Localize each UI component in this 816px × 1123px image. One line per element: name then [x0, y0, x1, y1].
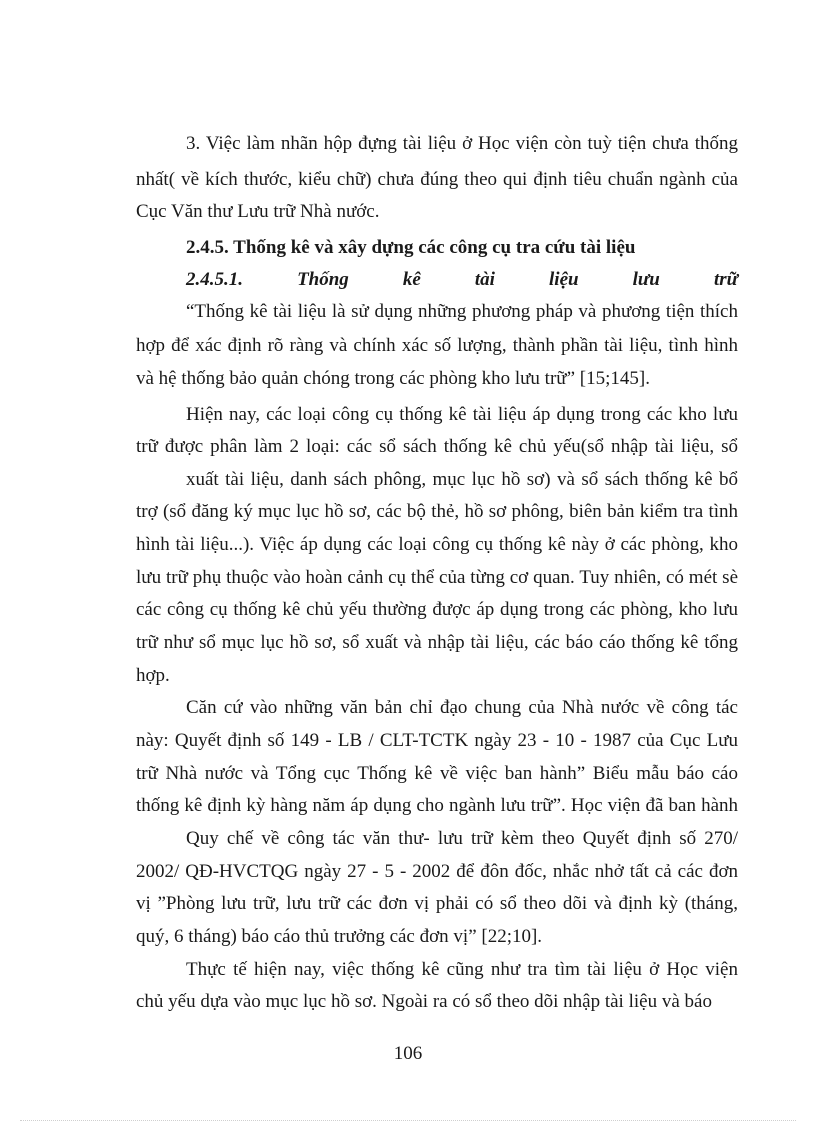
page-bottom-border: [20, 1120, 796, 1121]
paragraph-line: hình tài liệu...). Việc áp dụng các loại công cụ thống kê này ở các phòng, kho: [136, 534, 738, 555]
paragraph-line: trợ (sổ đăng ký mục lục hồ sơ, các bộ thẻ, hồ sơ phông, biên bản kiểm tra tình: [136, 501, 738, 522]
paragraph-line: và hệ thống bảo quản chóng trong các phòng kho lưu trữ” [15;145].: [136, 368, 650, 389]
paragraph-line: Cục Văn thư Lưu trữ Nhà nước.: [136, 201, 380, 222]
paragraph-line: này: Quyết định số 149 - LB / CLT-TCTK ngày 23 - 10 - 1987 của Cục Lưu: [136, 730, 738, 751]
paragraph-line: thống kê định kỳ hàng năm áp dụng cho ngành lưu trữ”. Học viện đã ban hành: [136, 795, 738, 816]
paragraph-line: 3. Việc làm nhãn hộp đựng tài liệu ở Học viện còn tuỳ tiện chưa thống: [186, 133, 738, 154]
paragraph-line: hợp.: [136, 665, 170, 686]
paragraph-line: 2002/ QĐ-HVCTQG ngày 27 - 5 - 2002 để đôn đốc, nhắc nhở tất cả các đơn: [136, 861, 738, 882]
paragraph-line: “Thống kê tài liệu là sử dụng những phương pháp và phương tiện thích: [186, 301, 738, 322]
paragraph-line: vị ”Phòng lưu trữ, lưu trữ các đơn vị phải có sổ theo dõi và định kỳ (tháng,: [136, 893, 738, 914]
paragraph-line: các công cụ thống kê chủ yếu thường được áp dụng trong các phòng, kho lưu: [136, 599, 738, 620]
paragraph-line: trữ được phân làm 2 loại: các sổ sách thống kê chủ yếu(sổ nhập tài liệu, sổ: [136, 436, 738, 457]
paragraph-line: nhất( về kích thước, kiểu chữ) chưa đúng theo qui định tiêu chuẩn ngành của: [136, 169, 738, 190]
paragraph-line: Thực tế hiện nay, việc thống kê cũng như tra tìm tài liệu ở Học viện: [186, 959, 738, 980]
paragraph-line: Quy chế về công tác văn thư- lưu trữ kèm theo Quyết định số 270/: [186, 828, 738, 849]
page-number: 106: [393, 1043, 423, 1064]
paragraph-line: quý, 6 tháng) báo cáo thủ trưởng các đơn vị” [22;10].: [136, 926, 543, 947]
paragraph-line: trữ Nhà nước và Tổng cục Thống kê về việc ban hành” Biểu mẫu báo cáo: [136, 763, 738, 784]
paragraph-line: xuất tài liệu, danh sách phông, mục lục hồ sơ) và sổ sách thống kê bổ: [186, 469, 738, 490]
section-heading: 2.4.5. Thống kê và xây dựng các công cụ tra cứu tài liệu: [186, 237, 636, 258]
paragraph-line: lưu trữ phụ thuộc vào hoàn cảnh cụ thể của từng cơ quan. Tuy nhiên, có mét sè: [136, 567, 738, 588]
paragraph-line: Căn cứ vào những văn bản chỉ đạo chung của Nhà nước về công tác: [186, 697, 738, 718]
subsection-heading: 2.4.5.1. Thống kê tài liệu lưu trữ: [186, 269, 738, 290]
paragraph-line: chủ yếu dựa vào mục lục hồ sơ. Ngoài ra có sổ theo dõi nhập tài liệu và báo: [136, 991, 712, 1012]
paragraph-line: trữ như sổ mục lục hồ sơ, sổ xuất và nhập tài liệu, các báo cáo thống kê tổng: [136, 632, 738, 653]
paragraph-line: hợp để xác định rõ ràng và chính xác số lượng, thành phần tài liệu, tình hình: [136, 335, 738, 356]
paragraph-line: Hiện nay, các loại công cụ thống kê tài liệu áp dụng trong các kho lưu: [186, 404, 738, 425]
